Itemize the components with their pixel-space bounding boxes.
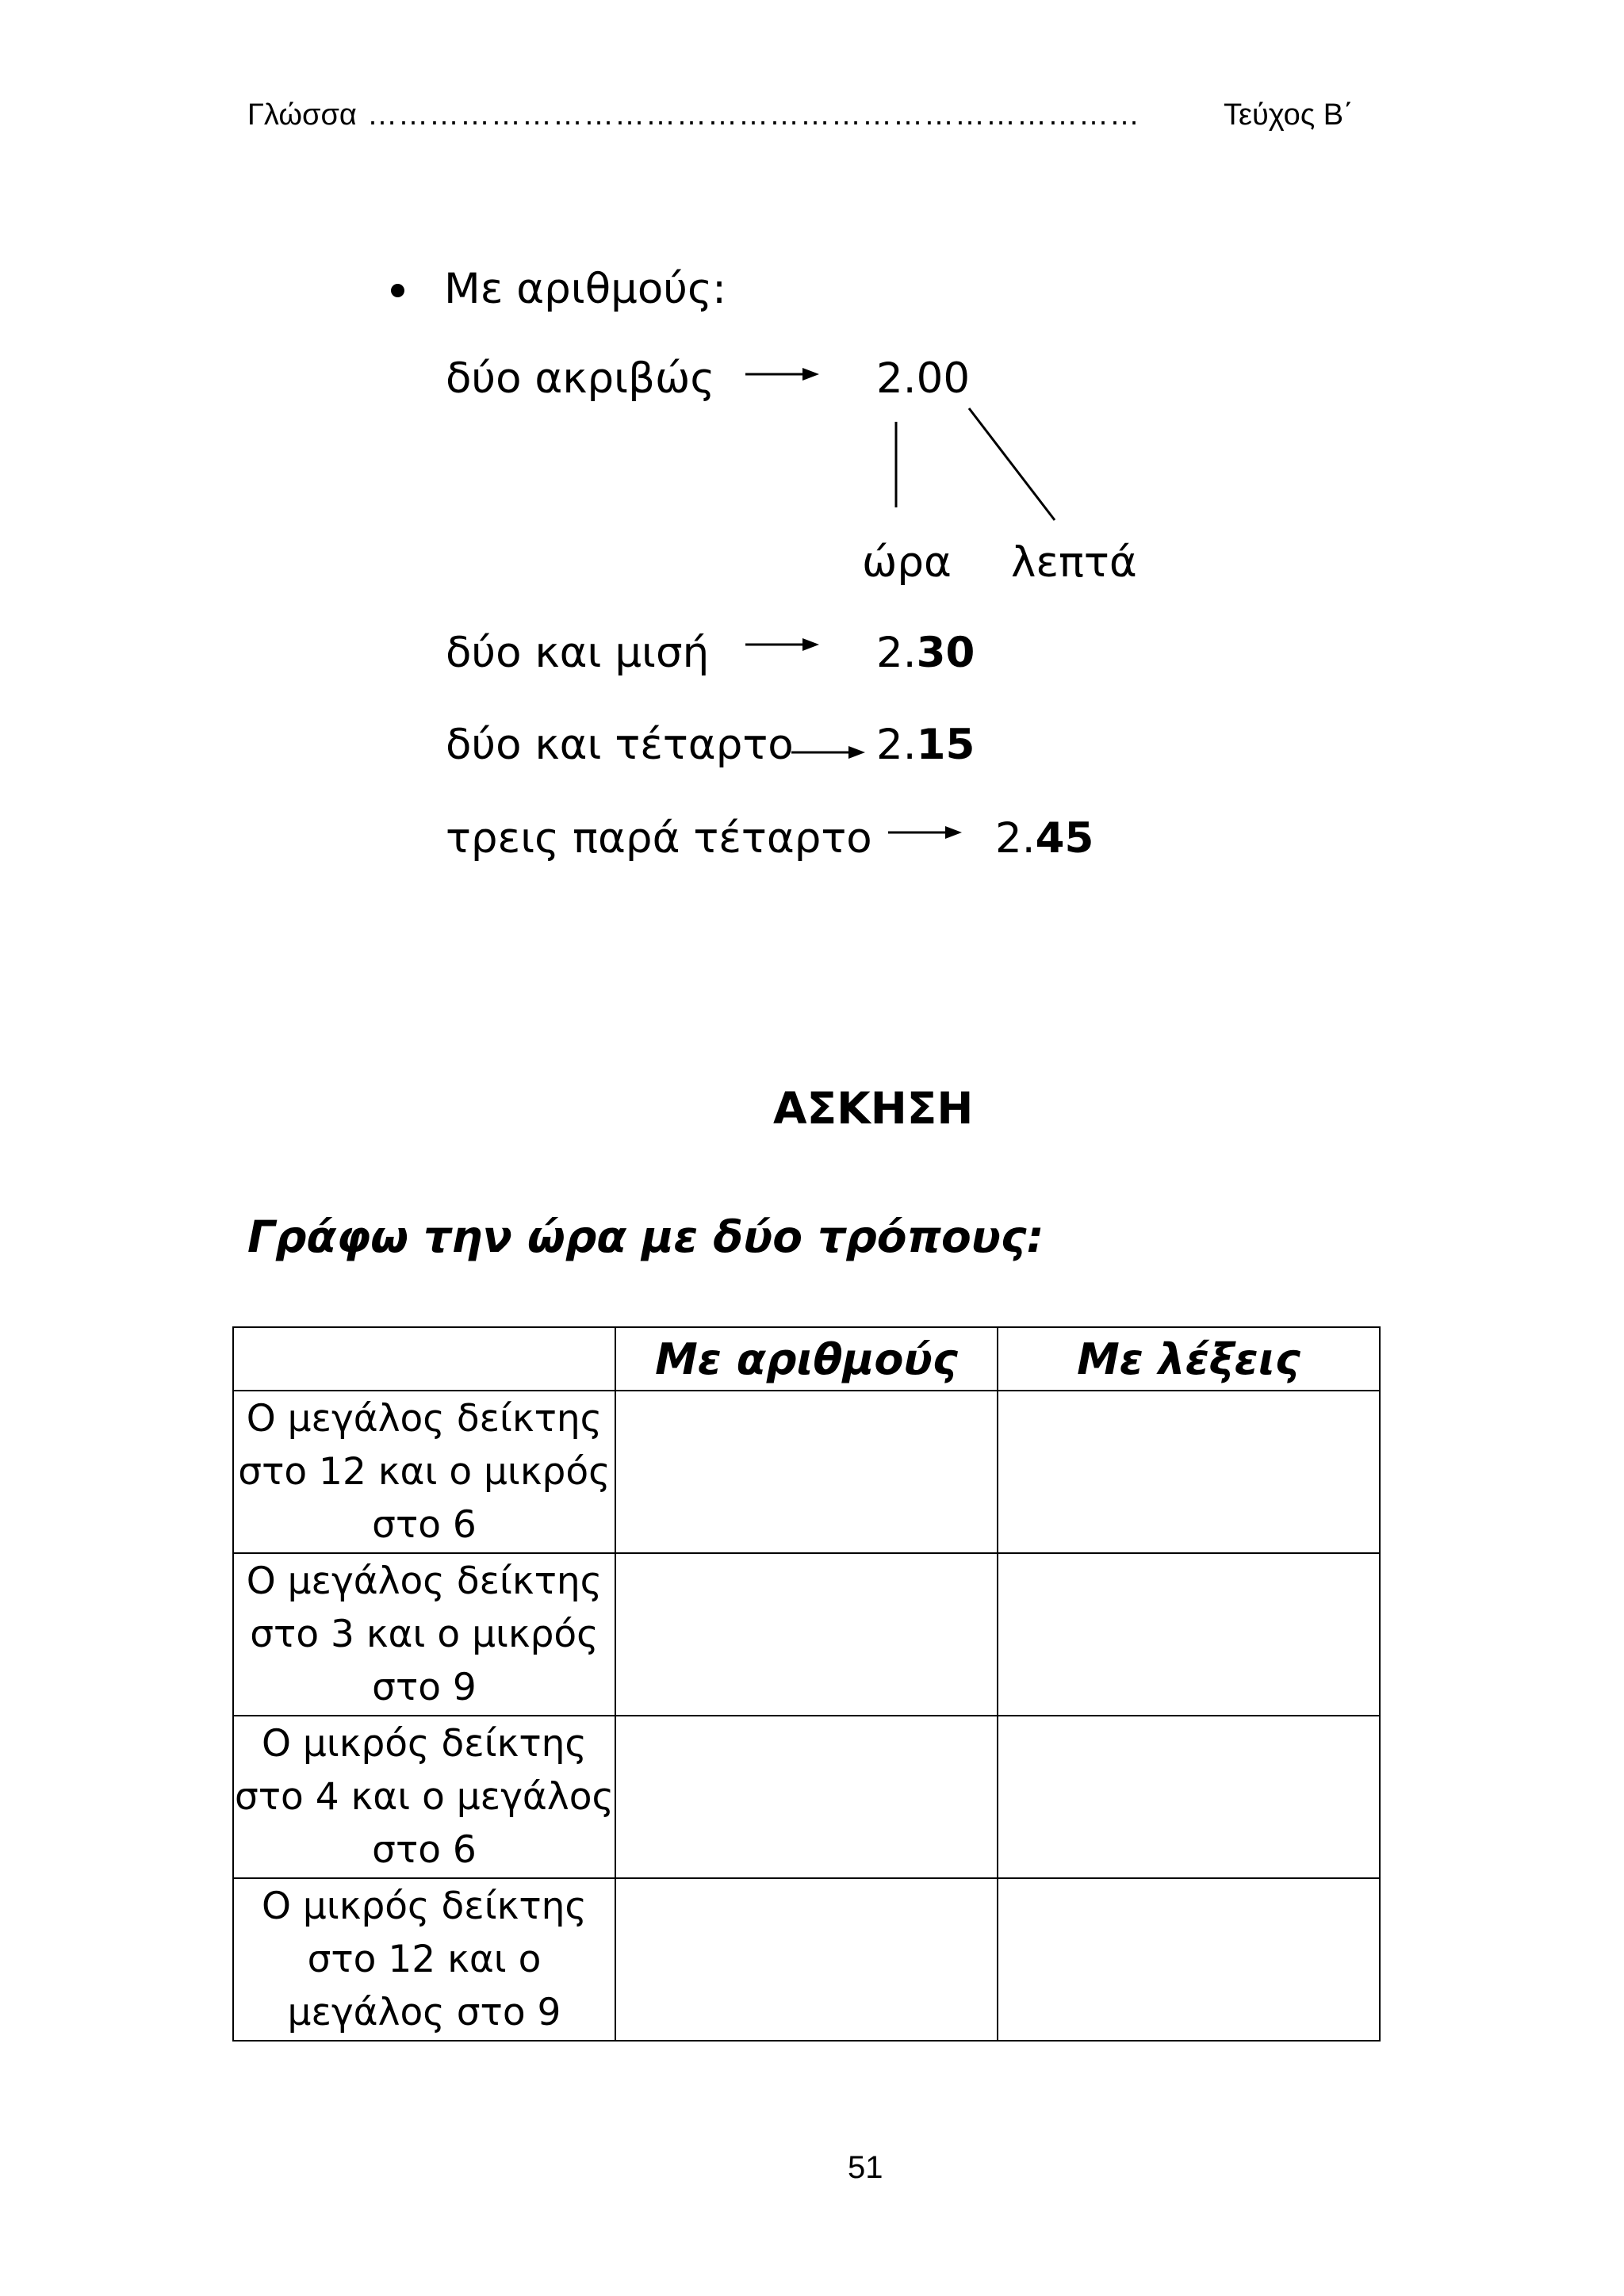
time-separator-4: .	[1021, 814, 1036, 863]
row-description-cell	[233, 1716, 615, 1878]
time-hour-2: 2	[876, 629, 903, 677]
row-description-cell	[233, 1391, 615, 1553]
row-description-cell	[233, 1553, 615, 1716]
description-line: στο 6	[372, 1503, 477, 1547]
description-line: Ο μεγάλος δείκτης	[246, 1559, 603, 1603]
description-line: στο 3 και ο μικρός	[250, 1613, 599, 1656]
time-hour-1: 2	[876, 354, 903, 403]
exercise-table	[232, 1326, 1381, 2042]
arrow-icon-1	[745, 368, 819, 381]
time-words-2: δύο και μισή	[446, 629, 710, 677]
exercise-instruction: Γράφω την ώρα με δύο τρόπους:	[247, 1211, 1044, 1262]
table-header-numbers: Με αριθμούς	[615, 1327, 998, 1391]
description-line: μεγάλος στο 9	[287, 1991, 561, 2034]
minutes-label: λεπτά	[1011, 538, 1137, 587]
time-hour-3: 2	[876, 721, 903, 769]
table-header-empty	[233, 1327, 615, 1391]
arrow-icon-3	[791, 746, 865, 759]
time-separator-1: .	[902, 354, 917, 403]
table-row	[233, 1553, 1380, 1716]
time-words-4: τρεις παρά τέταρτο	[446, 814, 872, 863]
answer-words-cell[interactable]	[998, 1553, 1380, 1716]
time-separator-2: .	[902, 629, 917, 677]
description-line: στο 12 και ο	[307, 1938, 542, 1981]
arrow-icon-2	[745, 638, 819, 651]
table-row	[233, 1391, 1380, 1553]
header-left: Γλώσσα	[247, 98, 357, 132]
description-line: Ο μεγάλος δείκτης	[246, 1397, 603, 1441]
time-words-3: δύο και τέταρτο	[446, 721, 794, 769]
answer-numbers-cell[interactable]	[615, 1716, 998, 1878]
row-description-cell	[233, 1878, 615, 2041]
time-minutes-1: 00	[916, 354, 971, 403]
description-line: στο 12 και ο μικρός	[238, 1450, 611, 1494]
time-words-1: δύο ακριβώς	[446, 354, 715, 403]
description-line: Ο μικρός δείκτης	[262, 1885, 587, 1928]
time-minutes-4: 45	[1035, 814, 1094, 863]
answer-words-cell[interactable]	[998, 1716, 1380, 1878]
arrow-icon-4	[888, 826, 962, 839]
time-minutes-3: 15	[916, 721, 975, 769]
table-row	[233, 1716, 1380, 1878]
description-line: στο 4 και ο μεγάλος	[234, 1775, 615, 1819]
time-minutes-2: 30	[916, 629, 975, 677]
header-right: Τεύχος Β΄	[1224, 98, 1354, 132]
table-header-words: Με λέξεις	[998, 1327, 1380, 1391]
answer-numbers-cell[interactable]	[615, 1391, 998, 1553]
description-line: στο 9	[372, 1666, 477, 1709]
answer-words-cell[interactable]	[998, 1878, 1380, 2041]
answer-words-cell[interactable]	[998, 1391, 1380, 1553]
table-row	[233, 1878, 1380, 2041]
answer-numbers-cell[interactable]	[615, 1878, 998, 2041]
time-hour-4: 2	[995, 814, 1022, 863]
hour-label: ώρα	[862, 538, 952, 587]
description-line: Ο μικρός δείκτης	[262, 1722, 587, 1766]
time-separator-3: .	[902, 721, 917, 769]
page-number: 51	[848, 2150, 883, 2185]
bullet-label: Με αριθμούς:	[444, 265, 726, 313]
description-line: στο 6	[372, 1828, 477, 1872]
table-header-row	[233, 1327, 1380, 1391]
minutes-connector-line	[969, 408, 1055, 520]
answer-numbers-cell[interactable]	[615, 1553, 998, 1716]
exercise-title: ΑΣΚΗΣΗ	[773, 1083, 974, 1134]
header-dots: …………………………………………………………………	[367, 98, 1140, 132]
